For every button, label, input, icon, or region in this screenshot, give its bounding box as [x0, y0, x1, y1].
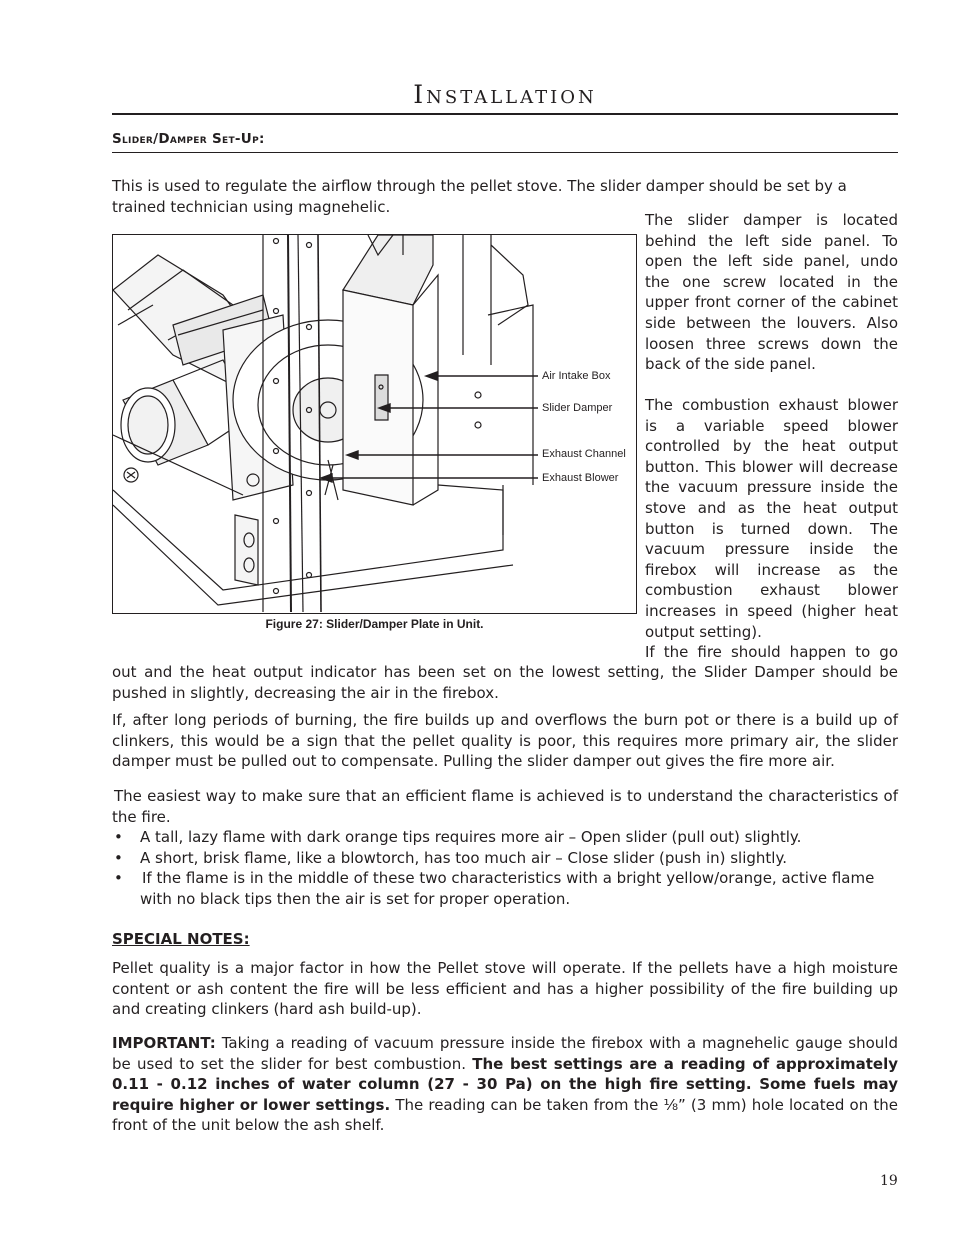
callout-air-intake-box: Air Intake Box: [542, 370, 611, 382]
figure-illustration: [112, 234, 637, 614]
bullet-item-1: A tall, lazy flame with dark orange tips requires more air – Open slider (pull out) slightly.: [140, 828, 802, 846]
important-paragraph: [112, 1033, 898, 1136]
callout-exhaust-blower: Exhaust Blower: [542, 472, 619, 484]
important-label: IMPORTANT:: [112, 1034, 216, 1052]
callout-slider-damper: Slider Damper: [542, 402, 613, 414]
intro-paragraph: This is used to regulate the airflow through the pellet stove. The slider damper should be set by a trained technician using magnehelic.: [112, 177, 847, 216]
page-number: 19: [880, 1173, 898, 1189]
bullet-item-3: If the flame is in the middle of these two characteristics with a bright yellow/orange, active flame with no black tips then the air is set for proper operation.: [140, 869, 875, 908]
special-notes-paragraph: Pellet quality is a major factor in how the Pellet stove will operate. If the pellets have a high moisture content or ash content the fire will be less efficient and has a higher possibility of the fire building up and creating clinkers (hard ash build-up).: [112, 959, 898, 1019]
callout-arrow-air-intake: [426, 372, 437, 380]
section-rule: [112, 152, 898, 153]
bullet-item-2: A short, brisk flame, like a blowtorch, has too much air – Close slider (push in) slightly.: [140, 849, 787, 867]
paragraph-3-continued: out and the heat output indicator has been set on the lowest setting, the Slider Damper should be pushed in slightly, decreasing the air in the firebox.: [112, 663, 898, 702]
bullet-symbol-3: •: [114, 869, 123, 887]
side-paragraph-3-start: If the fire should happen to go: [645, 643, 898, 661]
base-box-drawing: [113, 468, 513, 605]
bullet-symbol-1: •: [114, 828, 123, 846]
important-text-2: The reading can be taken from the ⅛” (3 mm) hole located on the front of the unit below the ash shelf.: [112, 1095, 898, 1135]
bullet-symbol-2: •: [114, 849, 123, 867]
figure-caption: Figure 27: Slider/Damper Plate in Unit.: [265, 617, 484, 631]
callout-exhaust-channel: Exhaust Channel: [542, 448, 626, 460]
side-paragraph-1: The slider damper is located behind the left side panel. To open the left side panel, undo the one screw located in the upper front corner of the cabinet side between the louvers. Also loosen three screws down the back of the side panel.: [645, 211, 898, 374]
important-bold-text: The best settings are a reading of approximately 0.11 - 0.12 inches of water column (27 - 30 Pa) on the high fire setting. Some fuels may require higher or lower settings.: [112, 1054, 899, 1114]
special-notes-heading: SPECIAL NOTES:: [112, 930, 250, 948]
paragraph-4: If, after long periods of burning, the fire builds up and overflows the burn pot or there is a build up of clinkers, this would be a sign that the pellet quality is poor, this requires more primary air, the slider damper must be pulled out to compensate. Pulling the slider damper out gives the fire more air.: [112, 711, 898, 771]
side-paragraph-2: The combustion exhaust blower is a variable speed blower controlled by the heat output button. This blower will decrease the vacuum pressure inside the stove and as the heat output button is turned down. The vacuum pressure inside the firebox will increase as the combustion exhaust blower increases in speed (higher heat output setting).: [645, 396, 898, 641]
title-rule: [112, 113, 898, 115]
page-title: Installation: [413, 80, 597, 109]
important-text-1: Taking a reading of vacuum pressure inside the firebox with a magnehelic gauge should be used to set the slider for best combustion.: [112, 1034, 898, 1073]
right-panel-drawing: [438, 235, 533, 535]
paragraph-5: The easiest way to make sure that an efficient flame is achieved is to understand the characteristics of the fire.: [112, 787, 898, 826]
section-heading: Slider/Damper Set-Up:: [112, 131, 265, 147]
